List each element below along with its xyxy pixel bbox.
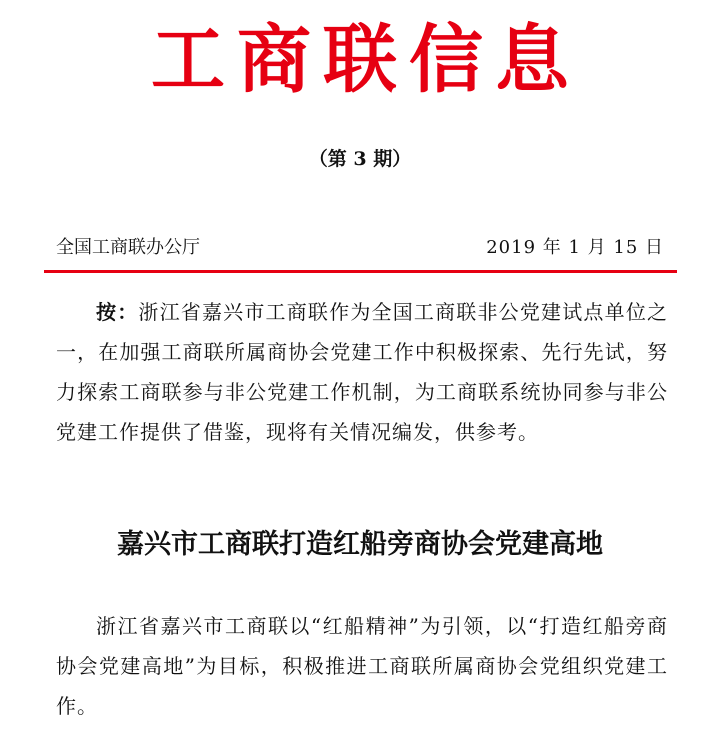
article-headline: 嘉兴市工商联打造红船旁商协会党建高地 <box>117 529 603 560</box>
issue-number: （第 3 期） <box>308 148 412 170</box>
editor-note-label: 按： <box>96 300 139 324</box>
editor-note-text: 浙江省嘉兴市工商联作为全国工商联非公党建试点单位之一，在加强工商联所属商协会党建工作中积极探索、先行先试，努力探索工商联参与非公党建工作机制，为工商联系统协同参与非公党建工作提供了借鉴，现将有关情况编发，供参考。 <box>56 300 669 444</box>
publication-date: 2019 年 1 月 15 日 <box>486 237 664 258</box>
editor-note <box>56 292 668 452</box>
article-paragraph: 浙江省嘉兴市工商联以“红船精神”为引领，以“打造红船旁商协会党建高地”为目标，积极推进工商联所属商协会党组织党建工作。 <box>56 614 668 718</box>
masthead-title: 工商联信息 <box>151 17 581 103</box>
issuer-name: 全国工商联办公厅 <box>56 237 200 258</box>
header-divider <box>44 270 677 273</box>
